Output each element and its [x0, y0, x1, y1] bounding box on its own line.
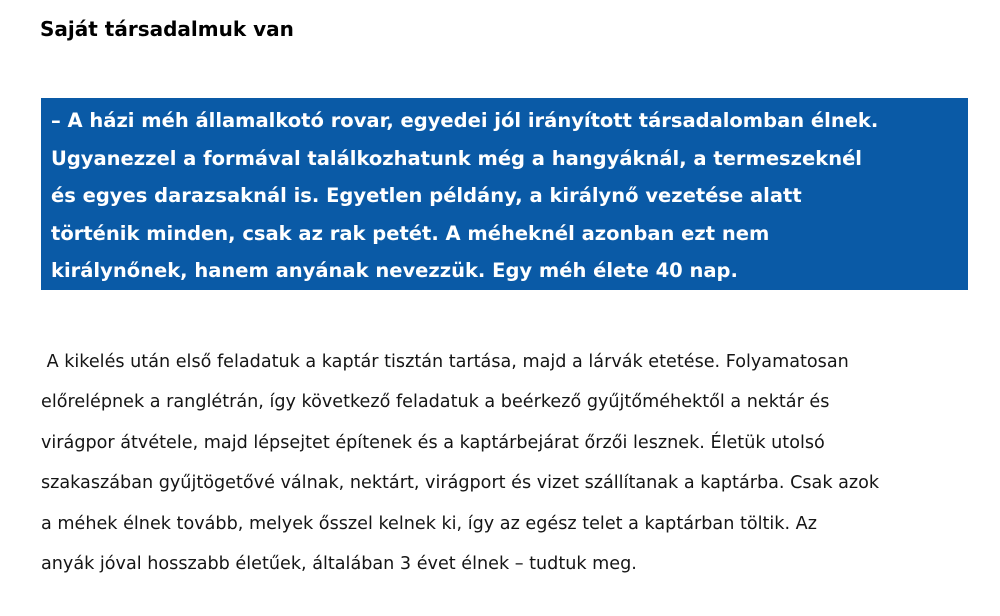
quote-line: Ugyanezzel a formával találkozhatunk még a hangyáknál, a termeszeknél — [51, 146, 862, 170]
quote-line: – A házi méh államalkotó rovar, egyedei jól irányított társadalomban élnek. — [51, 109, 879, 132]
paragraph-line: szakaszában gyűjtögetővé válnak, nektárt, virágport és vizet szállítanak a kaptárba. Csak azok — [41, 473, 880, 494]
quote-line: királynőnek, hanem anyának nevezzük. Egy méh élete 40 nap. — [51, 259, 738, 283]
paragraph-line: anyák jóval hosszabb életűek, általában 3 évet élnek – tudtuk meg. — [41, 554, 637, 575]
section-heading: Saját társadalmuk van — [40, 17, 294, 41]
paragraph-line: a méhek élnek tovább, melyek ősszel kelnek ki, így az egész telet a kaptárban töltik. Az — [41, 513, 817, 534]
paragraph-line: virágpor átvétele, majd lépsejtet építenek és a kaptárbejárat őrzői lesznek. Életük utolsó — [41, 432, 825, 453]
quote-line: történik minden, csak az rak petét. A méheknél azonban ezt nem — [51, 221, 770, 245]
paragraph-line: A kikelés után első feladatuk a kaptár tisztán tartása, majd a lárvák etetése. Folyamatosan — [41, 352, 849, 372]
paragraph-line: előrelépnek a ranglétrán, így következő feladatuk a beérkező gyűjtőméhektől a nektár és — [41, 392, 830, 413]
body-paragraph — [41, 342, 971, 584]
quote-line: és egyes darazsaknál is. Egyetlen példány, a királynő vezetése alatt — [51, 184, 802, 208]
highlighted-quote — [41, 98, 968, 290]
